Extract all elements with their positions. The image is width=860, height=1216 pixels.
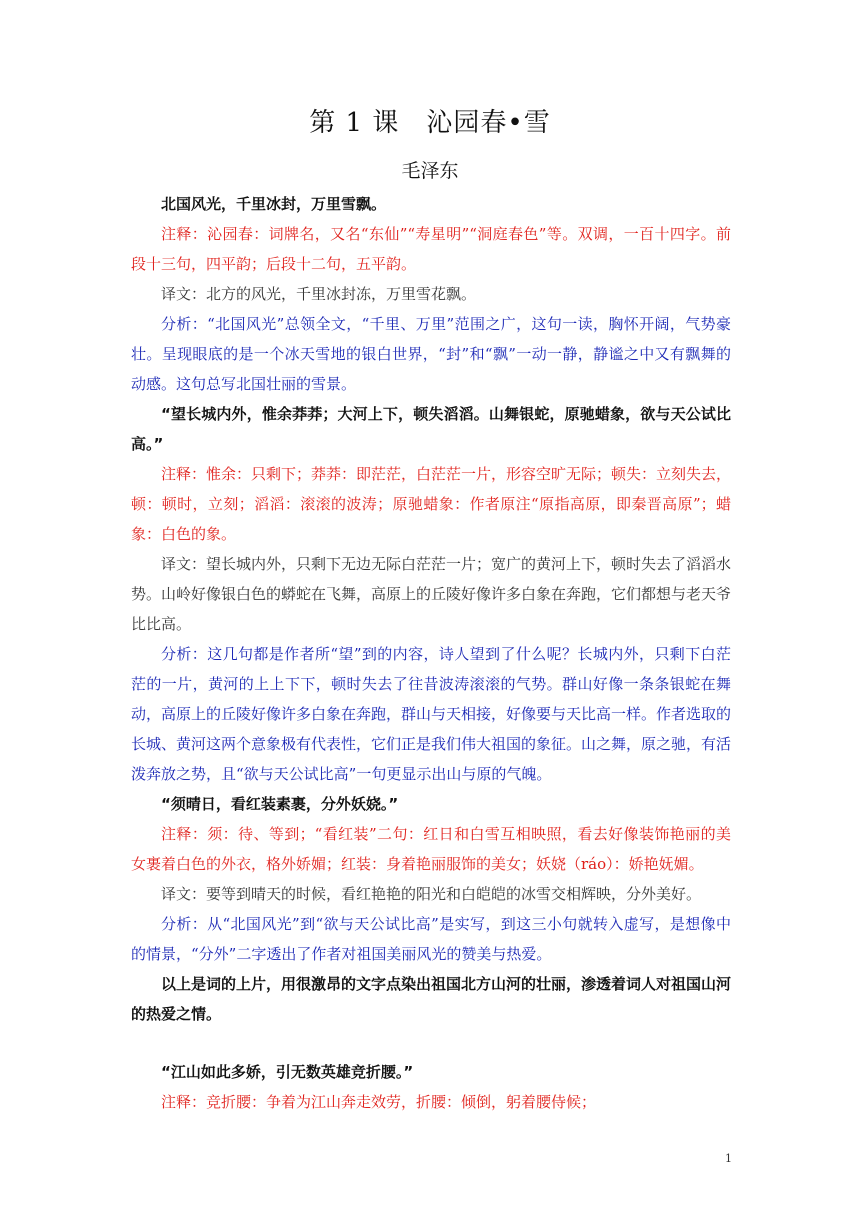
poem-line: “须晴日，看红装素裹，分外妖娆。” xyxy=(161,795,399,813)
poem-line: “望长城内外，惟余莽莽；大河上下，顿失滔滔。山舞银蛇，原驰蜡象，欲与天公试比高。” xyxy=(131,405,731,453)
lesson-title: 第 1 课 沁园春•雪 xyxy=(309,108,551,138)
translation-paragraph: 译文：望长城内外，只剩下无边无际白茫茫一片；宽广的黄河上下，顿时失去了滔滔水势。山岭好像银白色的蟒蛇在飞舞，高原上的丘陵好像许多白象在奔跑，它们都想与老天爷比比高。 xyxy=(131,555,732,633)
analysis-paragraph: 分析：“北国风光”总领全文，“千里、万里”范围之广，这句一读，胸怀开阔，气势豪壮。呈现眼底的是一个冰天雪地的银白世界，“封”和“飘”一动一静，静谧之中又有飘舞的动感。这句总写北国壮丽的雪景。 xyxy=(131,315,731,393)
translation-paragraph: 译文：北方的风光，千里冰封冻，万里雪花飘。 xyxy=(161,285,477,303)
analysis-paragraph: 分析：这几句都是作者所“望”到的内容，诗人望到了什么呢？长城内外，只剩下白茫茫的一片，黄河的上上下下，顿时失去了往昔波涛滚滚的气势。群山好像一条条银蛇在舞动，高原上的丘陵好像许多白象在奔跑，群山与天相接，好像要与天比高一样。作者选取的长城、黄河这两个意象极有代表性，它们正是我们伟大祖国的象征。山之舞，原之驰，有活泼奔放之势，且“欲与天公试比高”一句更显示出山与原的气魄。 xyxy=(131,645,732,783)
annotation-paragraph: 注释：惟余：只剩下；莽莽：即茫茫，白茫茫一片，形容空旷无际；顿失：立刻失去，顿：顿时，立刻；滔滔：滚滚的波涛；原驰蜡象：作者原注“原指高原，即秦晋高原”；蜡象：白色的象。 xyxy=(131,465,732,543)
translation-paragraph: 译文：要等到晴天的时候，看红艳艳的阳光和白皑皑的冰雪交相辉映，分外美好。 xyxy=(161,885,702,903)
annotation-paragraph: 注释：沁园春：词牌名，又名“东仙”“寿星明”“洞庭春色”等。双调，一百十四字。前段十三句，四平韵；后段十二句，五平韵。 xyxy=(131,225,731,273)
author-name: 毛泽东 xyxy=(401,160,459,182)
poem-line: 北国风光，千里冰封，万里雪飘。 xyxy=(161,195,387,213)
document-body xyxy=(131,189,731,1117)
annotation-paragraph: 注释：须：待、等到；“看红装”二句：红日和白雪互相映照，看去好像装饰艳丽的美女裹着白色的外衣，格外娇媚；红装：身着艳丽服饰的美女；妖娆（ráo）：娇艳妩媚。 xyxy=(131,825,731,873)
poem-line: “江山如此多娇，引无数英雄竞折腰。” xyxy=(161,1063,414,1081)
annotation-paragraph: 注释：竞折腰：争着为江山奔走效劳，折腰：倾倒，躬着腰侍候； xyxy=(161,1093,597,1111)
analysis-paragraph: 分析：从“北国风光”到“欲与天公试比高”是实写，到这三小句就转入虚写，是想像中的情景，“分外”二字透出了作者对祖国美丽风光的赞美与热爱。 xyxy=(131,915,731,963)
paragraph-spacer xyxy=(131,1029,731,1057)
page-number: 1 xyxy=(725,1152,732,1165)
summary-paragraph: 以上是词的上片，用很激昂的文字点染出祖国北方山河的壮丽，渗透着词人对祖国山河的热爱之情。 xyxy=(131,975,732,1023)
